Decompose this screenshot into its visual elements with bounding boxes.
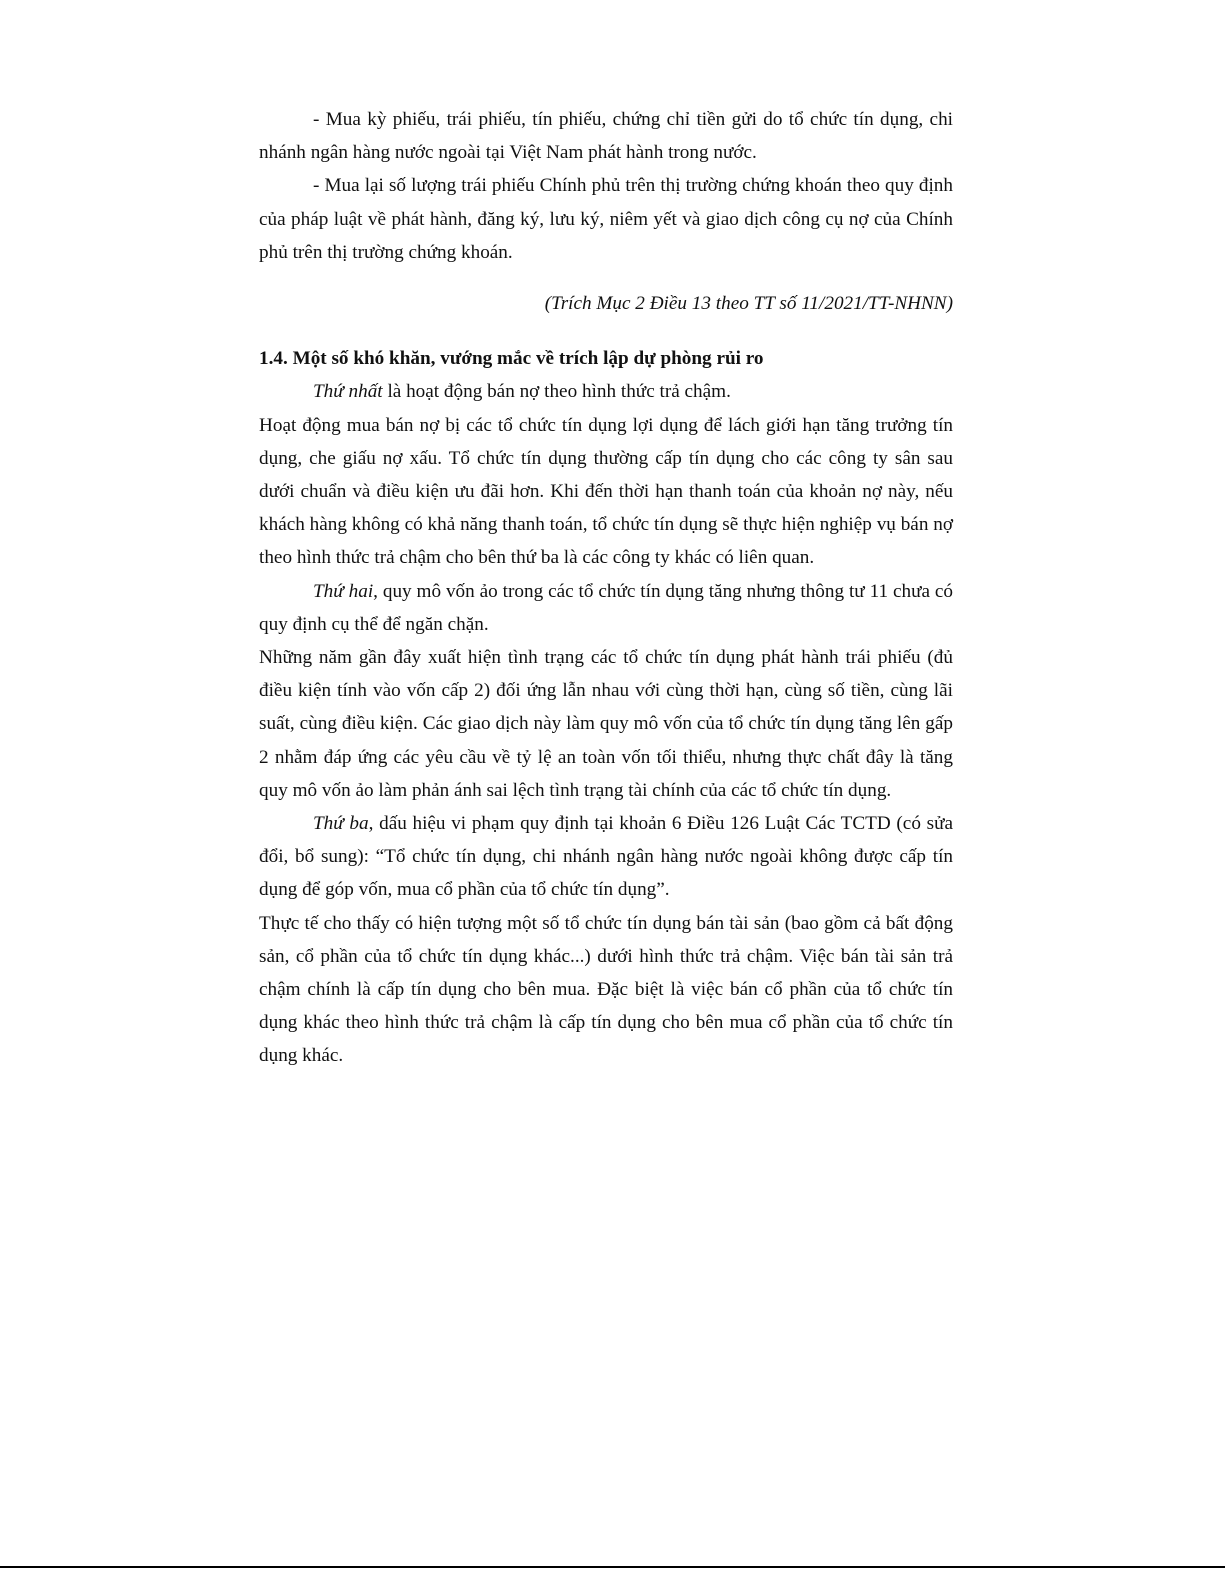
page-bottom-border (0, 1566, 1225, 1568)
bullet-paragraph: - Mua kỳ phiếu, trái phiếu, tín phiếu, chứng chỉ tiền gửi do tổ chức tín dụng, chi nhánh ngân hàng nước ngoài tại Việt Nam phát hành trong nước. (259, 109, 953, 164)
bullet-paragraph: - Mua lại số lượng trái phiếu Chính phủ trên thị trường chứng khoán theo quy định của pháp luật về phát hành, đăng ký, lưu ký, niêm yết và giao dịch công cụ nợ của Chính phủ trên thị trường chứng khoán. (259, 175, 953, 263)
point-intro (259, 807, 953, 907)
point-lead: Thứ nhất (313, 381, 383, 403)
document-page (259, 103, 953, 1073)
point-lead: Thứ hai (313, 580, 374, 602)
point-text: , quy mô vốn ảo trong các tổ chức tín dụng tăng nhưng thông tư 11 chưa có quy định cụ thể để ngăn chặn. (259, 580, 953, 635)
point-intro (259, 375, 953, 408)
point-intro (259, 575, 953, 641)
point-text: , dấu hiệu vi phạm quy định tại khoản 6 Điều 126 Luật Các TCTD (có sửa đổi, bổ sung): “Tổ chức tín dụng, chi nhánh ngân hàng nước ngoài không được cấp tín dụng để góp vốn, mua cổ phần của tổ chức tín dụng”. (259, 813, 953, 901)
section-heading: 1.4. Một số khó khăn, vướng mắc về trích lập dự phòng rủi ro (259, 348, 764, 370)
point-lead: Thứ ba (313, 813, 369, 835)
body-paragraph: Thực tế cho thấy có hiện tượng một số tổ chức tín dụng bán tài sản (bao gồm cả bất động sản, cổ phần của tổ chức tín dụng khác...) dưới hình thức trả chậm. Việc bán tài sản trả chậm chính là cấp tín dụng cho bên mua. Đặc biệt là việc bán cổ phần của tổ chức tín dụng khác theo hình thức trả chậm là cấp tín dụng cho bên mua cổ phần của tổ chức tín dụng khác. (259, 912, 953, 1067)
body-paragraph: Hoạt động mua bán nợ bị các tổ chức tín dụng lợi dụng để lách giới hạn tăng trưởng tín dụng, che giấu nợ xấu. Tổ chức tín dụng thường cấp tín dụng cho các công ty sân sau dưới chuẩn và điều kiện ưu đãi hơn. Khi đến thời hạn thanh toán của khoản nợ này, nếu khách hàng không có khả năng thanh toán, tổ chức tín dụng sẽ thực hiện nghiệp vụ bán nợ theo hình thức trả chậm cho bên thứ ba là các công ty khác có liên quan. (259, 414, 953, 569)
citation: (Trích Mục 2 Điều 13 theo TT số 11/2021/TT-NHNN) (544, 293, 953, 315)
body-paragraph: Những năm gần đây xuất hiện tình trạng các tổ chức tín dụng phát hành trái phiếu (đủ điều kiện tính vào vốn cấp 2) đối ứng lẫn nhau với cùng thời hạn, cùng số tiền, cùng lãi suất, cùng điều kiện. Các giao dịch này làm quy mô vốn của tổ chức tín dụng tăng lên gấp 2 nhằm đáp ứng các yêu cầu về tỷ lệ an toàn vốn tối thiểu, nhưng thực chất đây là tăng quy mô vốn ảo làm phản ánh sai lệch tình trạng tài chính của các tổ chức tín dụng. (259, 647, 953, 801)
point-text: là hoạt động bán nợ theo hình thức trả chậm. (382, 381, 731, 403)
